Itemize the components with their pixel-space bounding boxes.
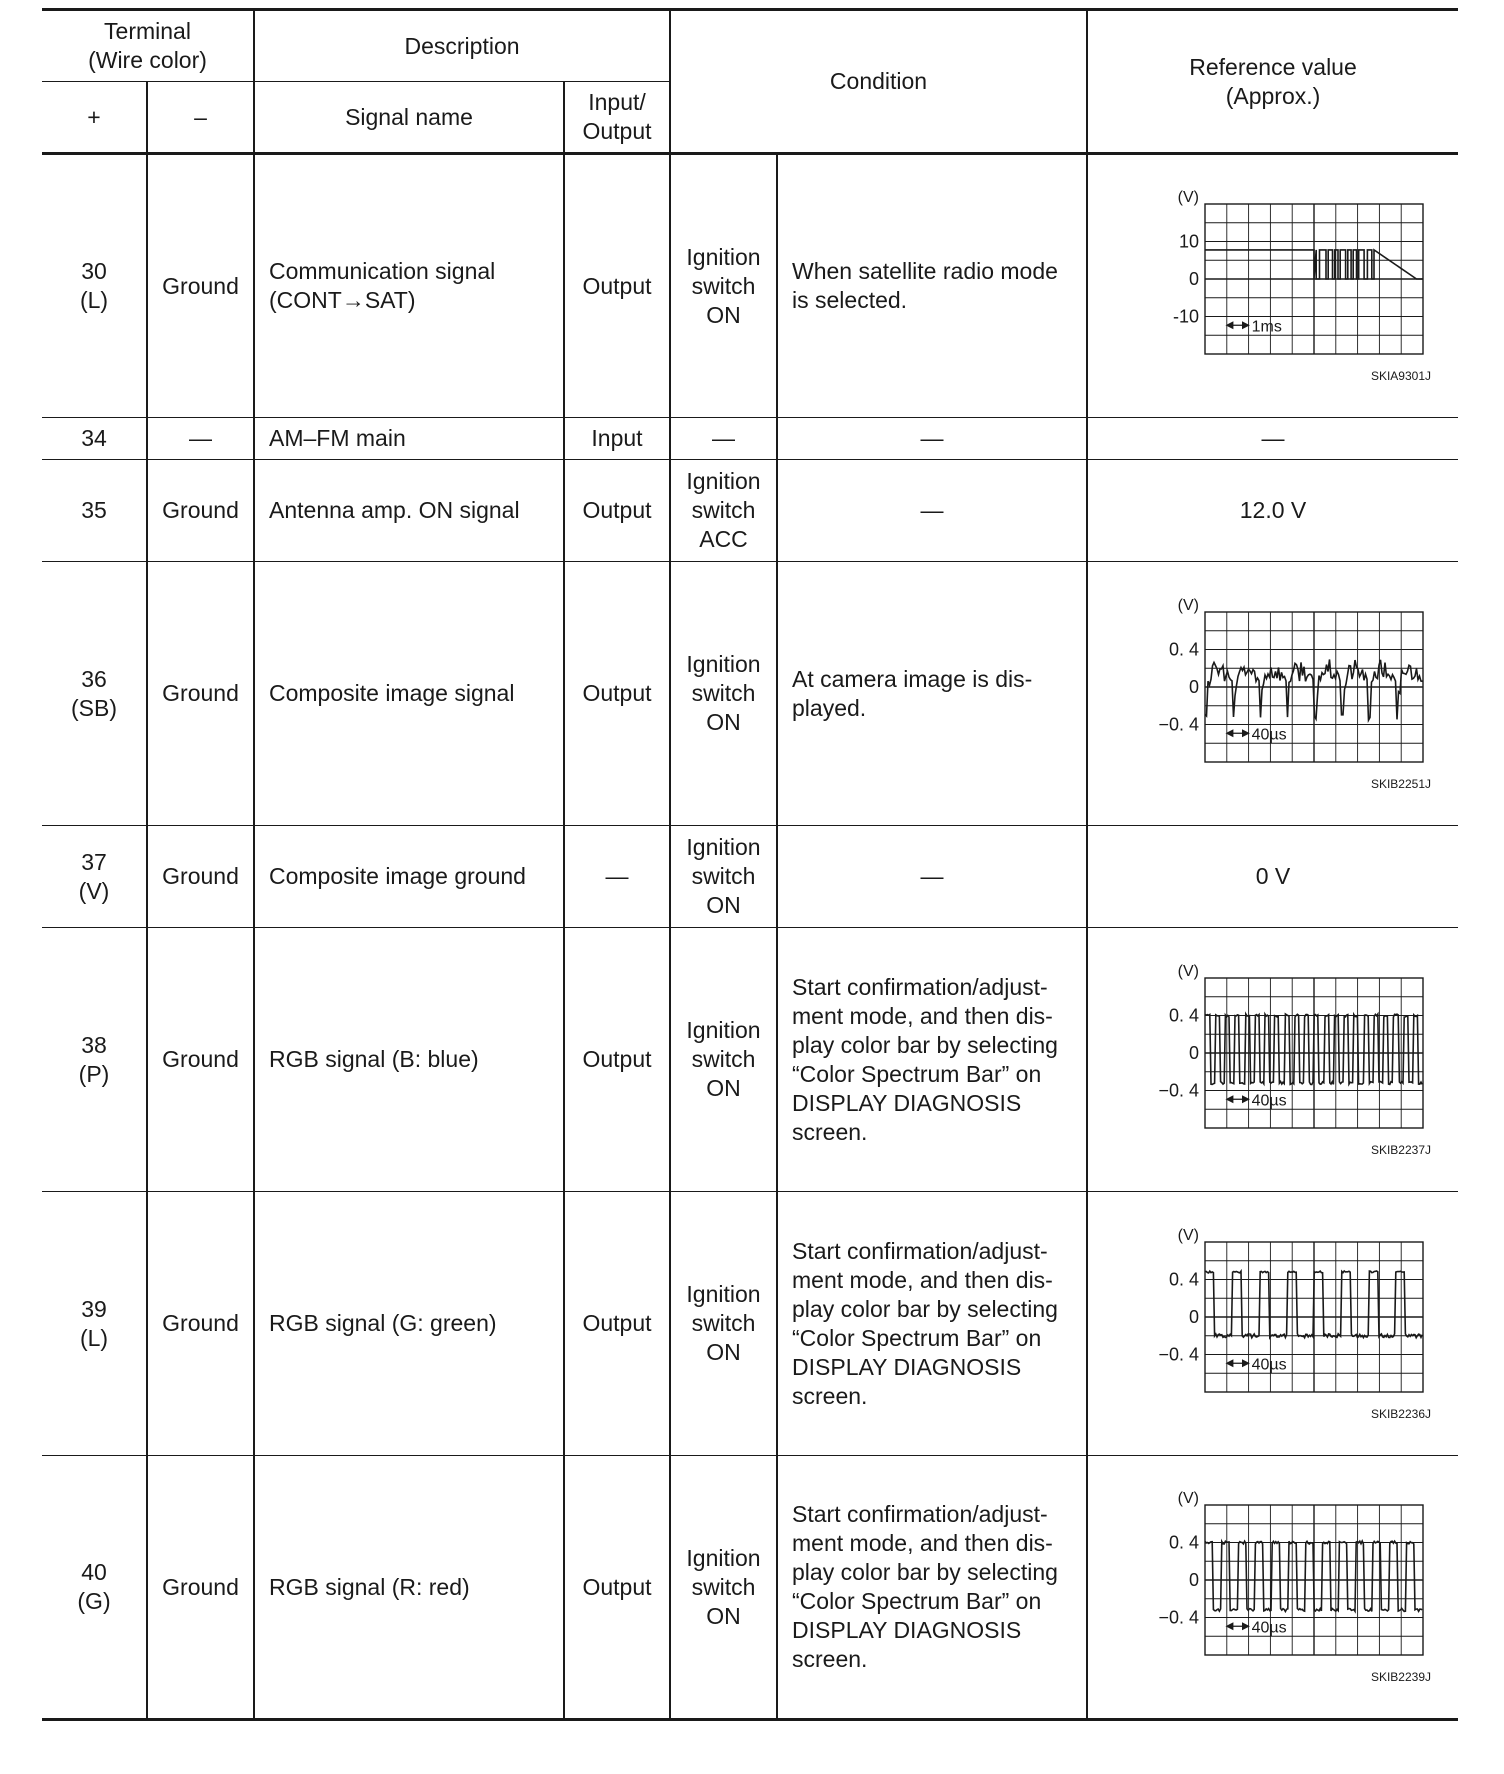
- header-input-output: Input/ Output: [564, 82, 670, 154]
- table-row: [42, 418, 1458, 460]
- time-division-label: 40µs: [1251, 1091, 1287, 1109]
- waveform-tick-label: 0: [1189, 1570, 1200, 1590]
- ground-cell: —: [147, 418, 254, 460]
- ground-cell: Ground: [147, 460, 254, 562]
- waveform-chart: [1123, 1224, 1432, 1424]
- input-output-cell: Output: [564, 1192, 670, 1456]
- waveform-chart: [1123, 960, 1432, 1160]
- figure-code: SKIB2251J: [1370, 776, 1432, 791]
- figure-code: SKIB2236J: [1370, 1406, 1432, 1421]
- ignition-switch-cell: Ignition switch ON: [670, 928, 777, 1192]
- waveform-chart: [1123, 186, 1432, 386]
- waveform-tick-label: -10: [1173, 306, 1200, 327]
- terminal-reference-table: [42, 8, 1458, 1721]
- terminal-cell: 38 (P): [42, 928, 147, 1192]
- signal-name-cell: Communication signal (CONT→SAT): [254, 154, 564, 418]
- signal-name-cell: Composite image signal: [254, 562, 564, 826]
- waveform-tick-label: 0: [1189, 1042, 1200, 1063]
- table-row: [42, 562, 1458, 826]
- table-row: [42, 826, 1458, 928]
- waveform-tick-label: 0. 4: [1168, 1005, 1200, 1025]
- time-division-marker: [1227, 1360, 1249, 1366]
- input-output-cell: Output: [564, 562, 670, 826]
- terminal-cell: 40 (G): [42, 1456, 147, 1720]
- signal-name-cell: AM–FM main: [254, 418, 564, 460]
- waveform-unit-label: (V): [1177, 962, 1200, 980]
- terminal-cell: 37 (V): [42, 826, 147, 928]
- terminal-cell: 39 (L): [42, 1192, 147, 1456]
- ground-cell: Ground: [147, 826, 254, 928]
- ignition-switch-cell: Ignition switch ON: [670, 1456, 777, 1720]
- input-output-cell: —: [564, 826, 670, 928]
- waveform-tick-label: −0. 4: [1158, 714, 1200, 734]
- ignition-switch-cell: Ignition switch ON: [670, 1192, 777, 1456]
- reference-waveform-cell: [1087, 562, 1458, 826]
- time-division-label: 40µs: [1251, 725, 1287, 743]
- input-output-cell: Output: [564, 928, 670, 1192]
- reference-waveform-cell: [1087, 928, 1458, 1192]
- time-division-marker: [1227, 322, 1249, 328]
- time-division-label: 40µs: [1251, 1355, 1287, 1373]
- input-output-cell: Output: [564, 154, 670, 418]
- waveform-trace: [1205, 250, 1423, 279]
- waveform-chart: [1123, 594, 1432, 794]
- ignition-switch-cell: Ignition switch ACC: [670, 460, 777, 562]
- reference-waveform-cell: [1087, 1192, 1458, 1456]
- waveform-tick-label: 10: [1178, 231, 1200, 252]
- ignition-switch-cell: Ignition switch ON: [670, 826, 777, 928]
- ground-cell: Ground: [147, 154, 254, 418]
- time-division-label: 40µs: [1251, 1619, 1287, 1637]
- waveform-tick-label: −0. 4: [1158, 1344, 1200, 1364]
- signal-name-cell: RGB signal (G: green): [254, 1192, 564, 1456]
- condition-cell: Start confirmation/adjust- ment mode, and then dis- play color bar by selecting “Color Spectrum Bar” on DISPLAY DIAGNOSIS screen.: [777, 1456, 1087, 1720]
- figure-code: SKIA9301J: [1370, 369, 1432, 383]
- waveform-trace: [1205, 1541, 1422, 1612]
- signal-name-cell: RGB signal (B: blue): [254, 928, 564, 1192]
- waveform-chart: [1123, 1487, 1432, 1687]
- reference-waveform-cell: [1087, 154, 1458, 418]
- ground-cell: Ground: [147, 928, 254, 1192]
- header-condition: Condition: [670, 10, 1087, 154]
- table-row: [42, 1456, 1458, 1720]
- waveform-unit-label: (V): [1177, 1226, 1200, 1244]
- reference-value-cell: 0 V: [1087, 826, 1458, 928]
- waveform-tick-label: −0. 4: [1158, 1607, 1200, 1628]
- terminal-cell: 34: [42, 418, 147, 460]
- terminal-cell: 30 (L): [42, 154, 147, 418]
- terminal-cell: 36 (SB): [42, 562, 147, 826]
- header-signal-name: Signal name: [254, 82, 564, 154]
- table-row: [42, 1192, 1458, 1456]
- waveform-tick-label: 0. 4: [1168, 639, 1200, 659]
- header-reference: Reference value (Approx.): [1087, 10, 1458, 154]
- ground-cell: Ground: [147, 1456, 254, 1720]
- waveform-tick-label: −0. 4: [1158, 1080, 1200, 1100]
- condition-cell: —: [777, 826, 1087, 928]
- reference-value-cell: 12.0 V: [1087, 460, 1458, 562]
- input-output-cell: Input: [564, 418, 670, 460]
- condition-cell: —: [777, 418, 1087, 460]
- terminal-cell: 35: [42, 460, 147, 562]
- waveform-unit-label: (V): [1177, 596, 1200, 614]
- signal-name-cell: RGB signal (R: red): [254, 1456, 564, 1720]
- waveform-trace: [1205, 1014, 1422, 1085]
- table-row: [42, 460, 1458, 562]
- reference-value-cell: —: [1087, 418, 1458, 460]
- header-terminal: Terminal (Wire color): [42, 10, 254, 82]
- input-output-cell: Output: [564, 460, 670, 562]
- condition-cell: Start confirmation/adjust- ment mode, and then dis- play color bar by selecting “Color Spectrum Bar” on DISPLAY DIAGNOSIS screen.: [777, 1192, 1087, 1456]
- waveform-unit-label: (V): [1177, 1490, 1200, 1507]
- reference-waveform-cell: [1087, 1456, 1458, 1720]
- condition-cell: When satellite radio mode is selected.: [777, 154, 1087, 418]
- ground-cell: Ground: [147, 562, 254, 826]
- waveform-tick-label: 0: [1189, 269, 1200, 289]
- waveform-trace: [1205, 1271, 1422, 1338]
- waveform-unit-label: (V): [1177, 189, 1200, 206]
- time-division-marker: [1227, 730, 1249, 736]
- time-division-label: 1ms: [1251, 318, 1282, 336]
- table-row: [42, 928, 1458, 1192]
- waveform-tick-label: 0: [1189, 676, 1200, 697]
- waveform-tick-label: 0: [1189, 1306, 1200, 1327]
- figure-code: SKIB2237J: [1370, 1142, 1432, 1157]
- header-description: Description: [254, 10, 670, 82]
- input-output-cell: Output: [564, 1456, 670, 1720]
- signal-name-cell: Composite image ground: [254, 826, 564, 928]
- table-row: [42, 154, 1458, 418]
- condition-cell: At camera image is dis- played.: [777, 562, 1087, 826]
- waveform-tick-label: 0. 4: [1168, 1269, 1200, 1289]
- ignition-switch-cell: Ignition switch ON: [670, 154, 777, 418]
- waveform-tick-label: 0. 4: [1168, 1532, 1200, 1553]
- time-division-marker: [1227, 1623, 1249, 1629]
- header-plus: +: [42, 82, 147, 154]
- condition-cell: Start confirmation/adjust- ment mode, and then dis- play color bar by selecting “Color Spectrum Bar” on DISPLAY DIAGNOSIS screen.: [777, 928, 1087, 1192]
- condition-cell: —: [777, 460, 1087, 562]
- ignition-switch-cell: Ignition switch ON: [670, 562, 777, 826]
- ground-cell: Ground: [147, 1192, 254, 1456]
- header-minus: –: [147, 82, 254, 154]
- figure-code: SKIB2239J: [1370, 1670, 1432, 1684]
- ignition-switch-cell: —: [670, 418, 777, 460]
- signal-name-cell: Antenna amp. ON signal: [254, 460, 564, 562]
- time-division-marker: [1227, 1096, 1249, 1102]
